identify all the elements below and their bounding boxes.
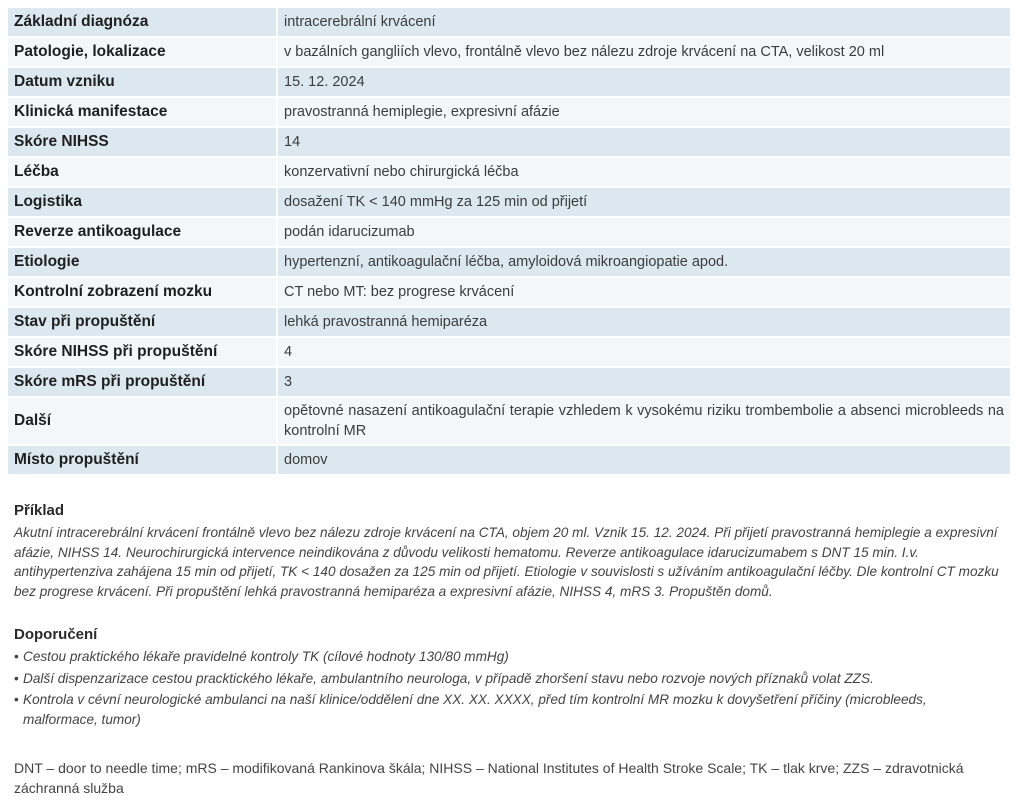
bullet-icon: • bbox=[14, 670, 19, 686]
row-label: Skóre NIHSS bbox=[8, 128, 278, 156]
row-label: Základní diagnóza bbox=[8, 8, 278, 36]
row-value: dosažení TK < 140 mmHg za 125 min od přijetí bbox=[278, 188, 1010, 216]
example-text: Akutní intracerebrální krvácení frontálně vlevo bez nálezu zdroje krvácení na CTA, objem 20 ml. Vznik 15. 12. 2024. Při přijetí pravostranná hemiplegie a expresivní afázie, NIHSS 14. Neurochirurgická intervence neindikována z důvodu velikosti hematomu. Reverze antikoagulace idarucizumabem s DNT 15 min. I.v. antihypertenziva zahájena 15 min od přijetí, TK < 140 dosažen za 125 min od přijetí. Etiologie v souvislosti s užíváním antikoagulační léčby. Dle kontrolní CT mozku bez progrese krvácení. Při propuštění lehká pravostranná hemiparéza a expresivní afázie, NIHSS 4, mRS 3. Propuštěn domů. bbox=[14, 525, 999, 599]
row-value: v bazálních gangliích vlevo, frontálně vlevo bez nálezu zdroje krvácení na CTA, velikost 20 ml bbox=[278, 38, 1010, 66]
abbreviations-text: DNT – door to needle time; mRS – modifikovaná Rankinova škála; NIHSS – National Institutes of Health Stroke Scale; TK – tlak krve; ZZS – zdravotnická záchranná služba bbox=[14, 760, 964, 796]
row-value: 15. 12. 2024 bbox=[278, 68, 1010, 96]
table-row bbox=[8, 446, 1010, 476]
row-label: Etiologie bbox=[8, 248, 278, 276]
row-value: domov bbox=[278, 446, 1010, 474]
row-label: Skóre mRS při propuštění bbox=[8, 368, 278, 396]
clinical-summary-table bbox=[8, 8, 1010, 476]
list-item-text: Další dispenzarizace cestou pracktického lékaře, ambulantního neurologa, v případě zhoršení stavu nebo rozvoje nových příznaků volat ZZS. bbox=[23, 670, 874, 686]
list-item bbox=[14, 669, 1004, 689]
list-item-text: Kontrola v cévní neurologické ambulanci na naší klinice/oddělení dne XX. XX. XXXX, před tím kontrolní MR mozku k dovyšetření příčiny (microbleeds, malformace, tumor) bbox=[23, 692, 927, 727]
row-value: 3 bbox=[278, 368, 1010, 396]
table-row bbox=[8, 98, 1010, 128]
table-row bbox=[8, 398, 1010, 446]
table-row bbox=[8, 8, 1010, 38]
bullet-icon: • bbox=[14, 692, 19, 707]
table-row bbox=[8, 38, 1010, 68]
table-row bbox=[8, 188, 1010, 218]
row-value: CT nebo MT: bez progrese krvácení bbox=[278, 278, 1010, 306]
recommendation-title: Doporučení bbox=[14, 626, 98, 643]
row-label: Další bbox=[8, 398, 278, 444]
row-value: opětovné nasazení antikoagulační terapie vzhledem k vysokému riziku trombembolie a absenci microbleeds na kontrolní MR bbox=[278, 398, 1010, 444]
row-label: Patologie, lokalizace bbox=[8, 38, 278, 66]
bullet-icon: • bbox=[14, 649, 19, 664]
abbreviations-section bbox=[14, 758, 1004, 798]
table-row bbox=[8, 128, 1010, 158]
table-row bbox=[8, 248, 1010, 278]
row-label: Skóre NIHSS při propuštění bbox=[8, 338, 278, 366]
list-item-text: Cestou praktického lékaře pravidelné kontroly TK (cílové hodnoty 130/80 mmHg) bbox=[23, 649, 509, 664]
table-row bbox=[8, 218, 1010, 248]
row-label: Stav při propuštění bbox=[8, 308, 278, 336]
row-label: Reverze antikoagulace bbox=[8, 218, 278, 246]
recommendation-list bbox=[14, 647, 1004, 729]
row-label: Kontrolní zobrazení mozku bbox=[8, 278, 278, 306]
row-value: 14 bbox=[278, 128, 1010, 156]
table-row bbox=[8, 338, 1010, 368]
row-label: Léčba bbox=[8, 158, 278, 186]
row-value: konzervativní nebo chirurgická léčba bbox=[278, 158, 1010, 186]
row-value: podán idarucizumab bbox=[278, 218, 1010, 246]
list-item bbox=[14, 690, 1004, 729]
row-value: lehká pravostranná hemiparéza bbox=[278, 308, 1010, 336]
row-value: intracerebrální krvácení bbox=[278, 8, 1010, 36]
example-section bbox=[14, 502, 1004, 601]
row-label: Logistika bbox=[8, 188, 278, 216]
list-item bbox=[14, 647, 1004, 667]
row-value: 4 bbox=[278, 338, 1010, 366]
table-row bbox=[8, 278, 1010, 308]
row-value: pravostranná hemiplegie, expresivní afázie bbox=[278, 98, 1010, 126]
table-row bbox=[8, 158, 1010, 188]
table-row bbox=[8, 308, 1010, 338]
row-label: Klinická manifestace bbox=[8, 98, 278, 126]
recommendation-section bbox=[14, 626, 1004, 731]
row-label: Místo propuštění bbox=[8, 446, 278, 474]
example-title: Příklad bbox=[14, 502, 65, 519]
row-label: Datum vzniku bbox=[8, 68, 278, 96]
table-row bbox=[8, 368, 1010, 398]
table-row bbox=[8, 68, 1010, 98]
row-value: hypertenzní, antikoagulační léčba, amyloidová mikroangiopatie apod. bbox=[278, 248, 1010, 276]
